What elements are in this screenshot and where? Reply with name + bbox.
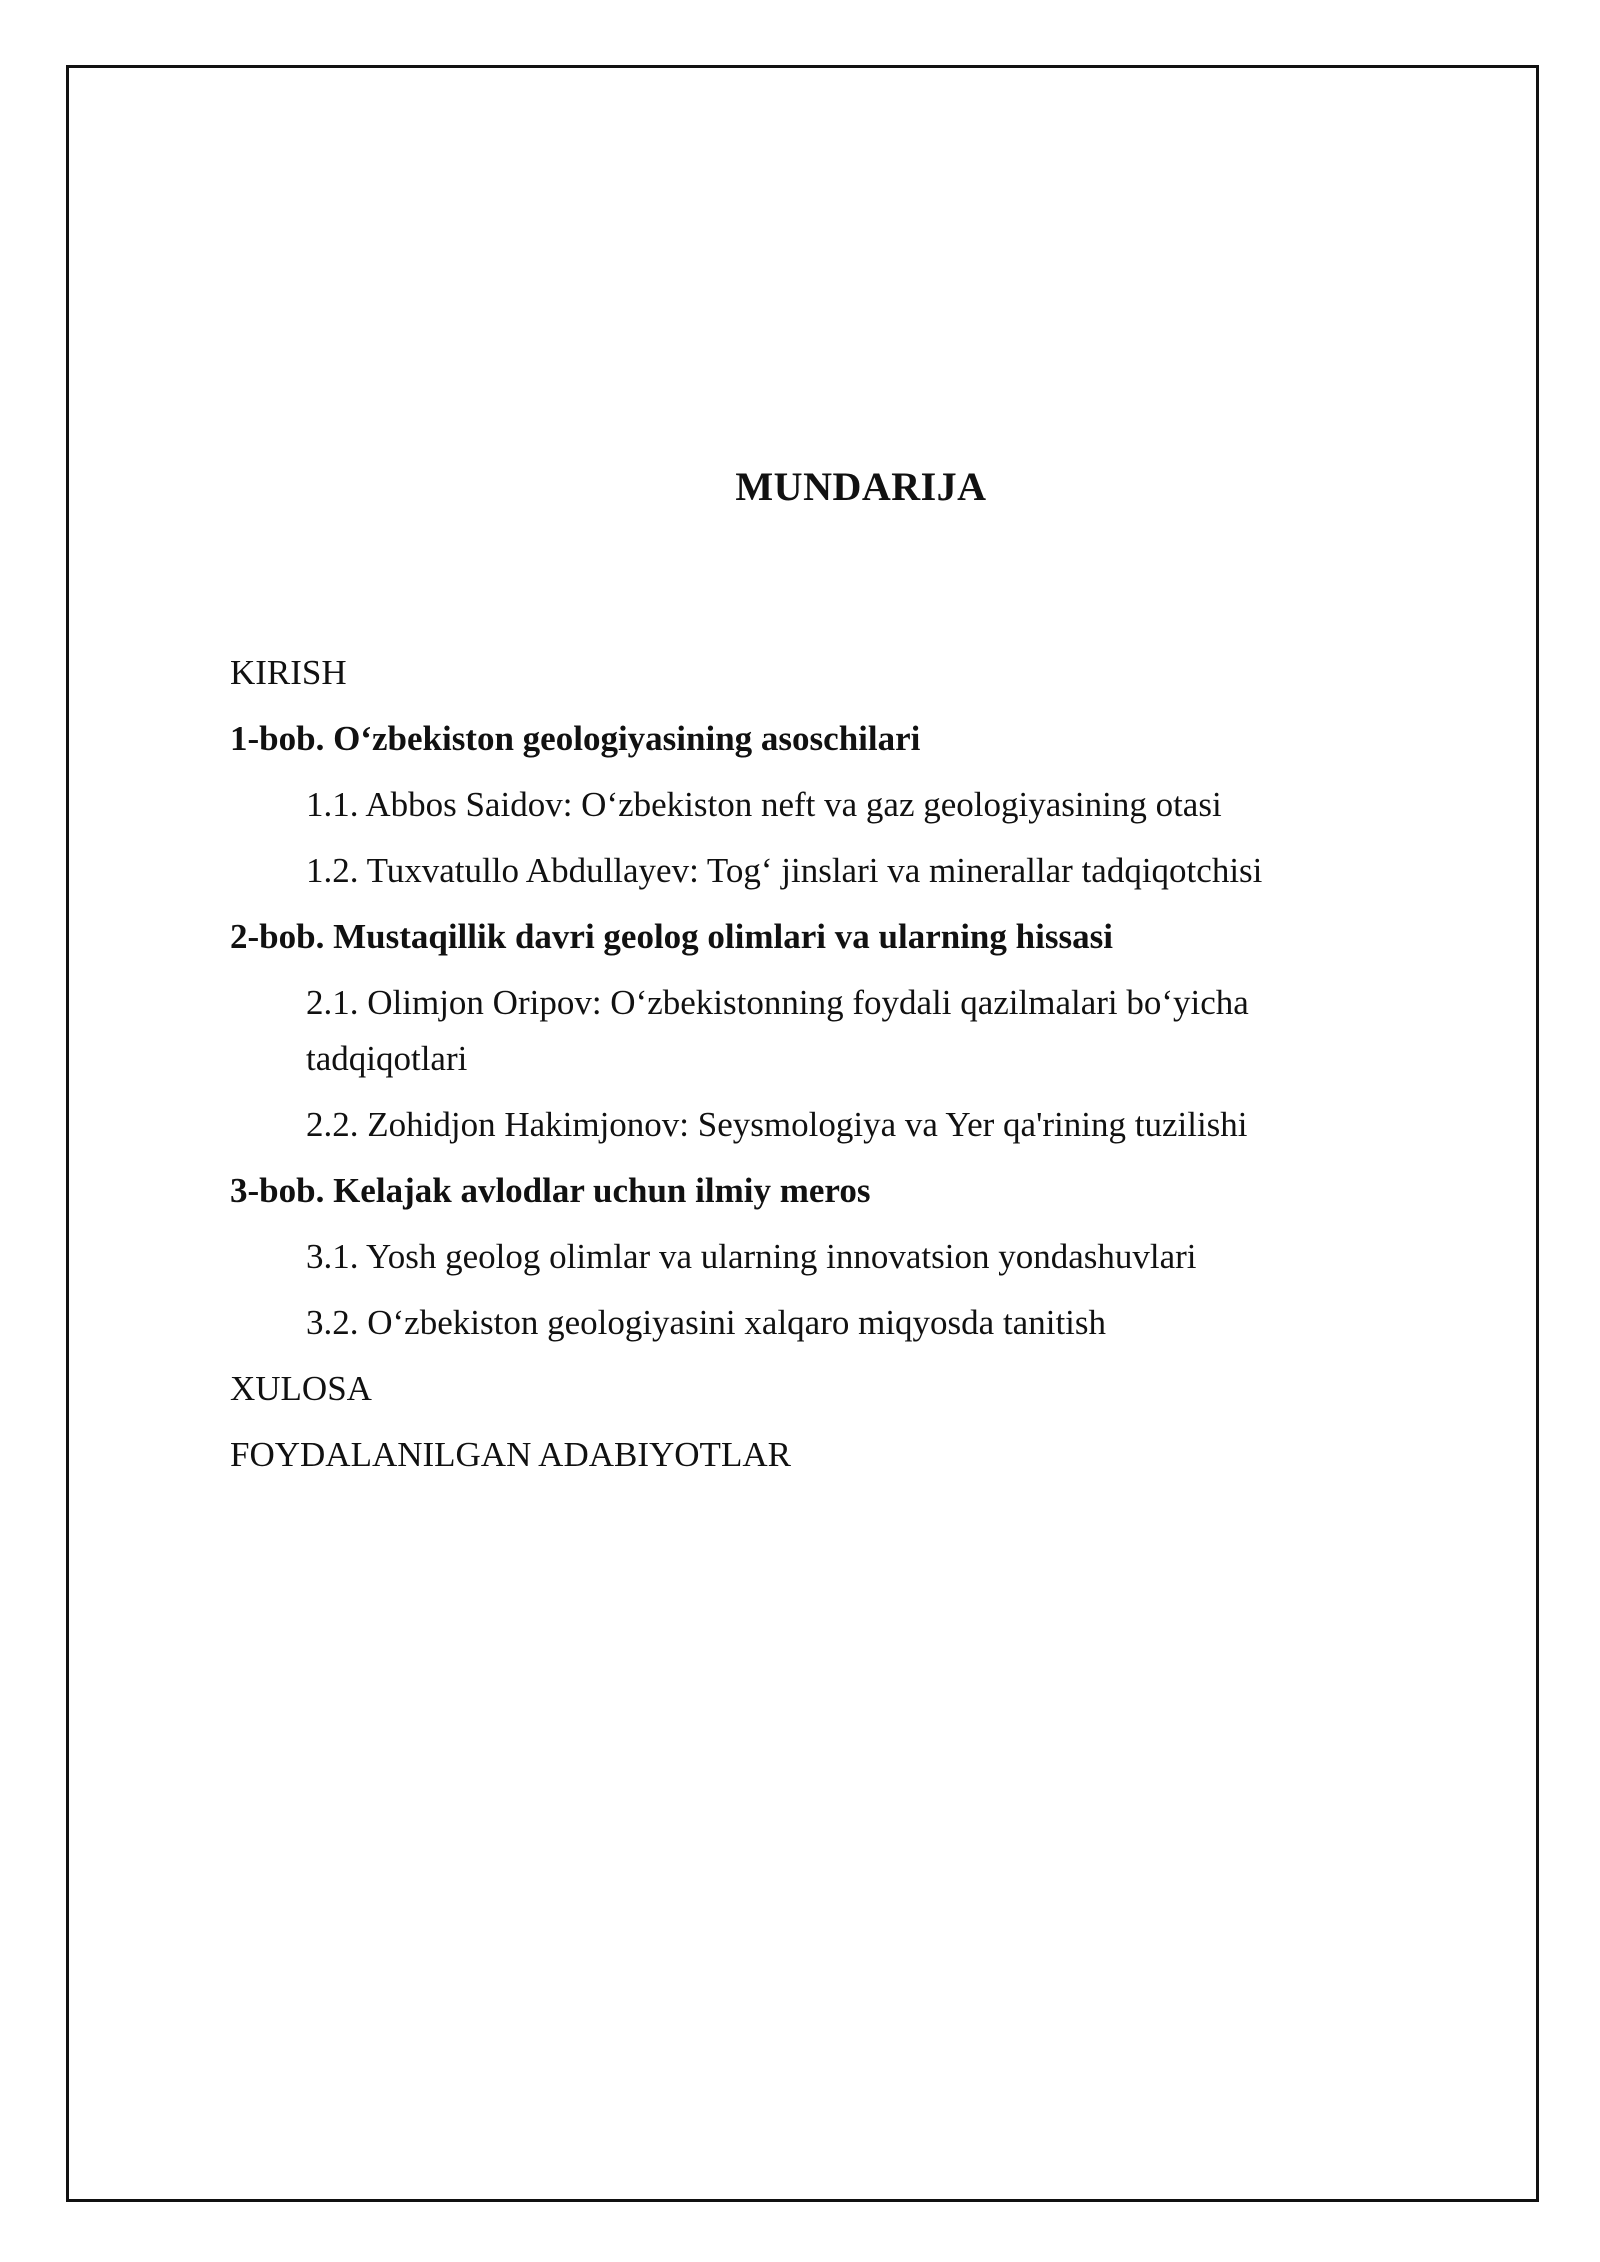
toc-section-2-1-line2: tadqiqotlari [306,1039,468,1078]
toc-chapter-1: 1-bob. O‘zbekiston geologiyasining asoschilari [230,719,921,758]
page-title: MUNDARIJA [735,464,987,509]
toc-section-1-2: 1.2. Tuxvatullo Abdullayev: Tog‘ jinslari va minerallar tadqiqotchisi [306,851,1263,890]
toc-section-3-1: 3.1. Yosh geolog olimlar va ularning innovatsion yondashuvlari [306,1237,1197,1276]
toc-entry-xulosa: XULOSA [230,1369,372,1408]
toc-section-2-2: 2.2. Zohidjon Hakimjonov: Seysmologiya va Yer qa'rining tuzilishi [306,1105,1248,1144]
toc-entry-adabiyotlar: FOYDALANILGAN ADABIYOTLAR [230,1435,791,1474]
toc-entry-kirish: KIRISH [230,653,347,692]
toc-section-3-2: 3.2. O‘zbekiston geologiyasini xalqaro miqyosda tanitish [306,1303,1107,1342]
toc-section-2-1 [230,970,1370,1092]
toc-chapter-2: 2-bob. Mustaqillik davri geolog olimlari va ularning hissasi [230,917,1113,956]
toc-section-1-1: 1.1. Abbos Saidov: O‘zbekiston neft va gaz geologiyasining otasi [306,785,1222,824]
table-of-contents [230,640,1370,1488]
toc-chapter-3: 3-bob. Kelajak avlodlar uchun ilmiy meros [230,1171,871,1210]
toc-section-2-1-line1: 2.1. Olimjon Oripov: O‘zbekistonning foydali qazilmalari bo‘yicha [306,983,1249,1022]
